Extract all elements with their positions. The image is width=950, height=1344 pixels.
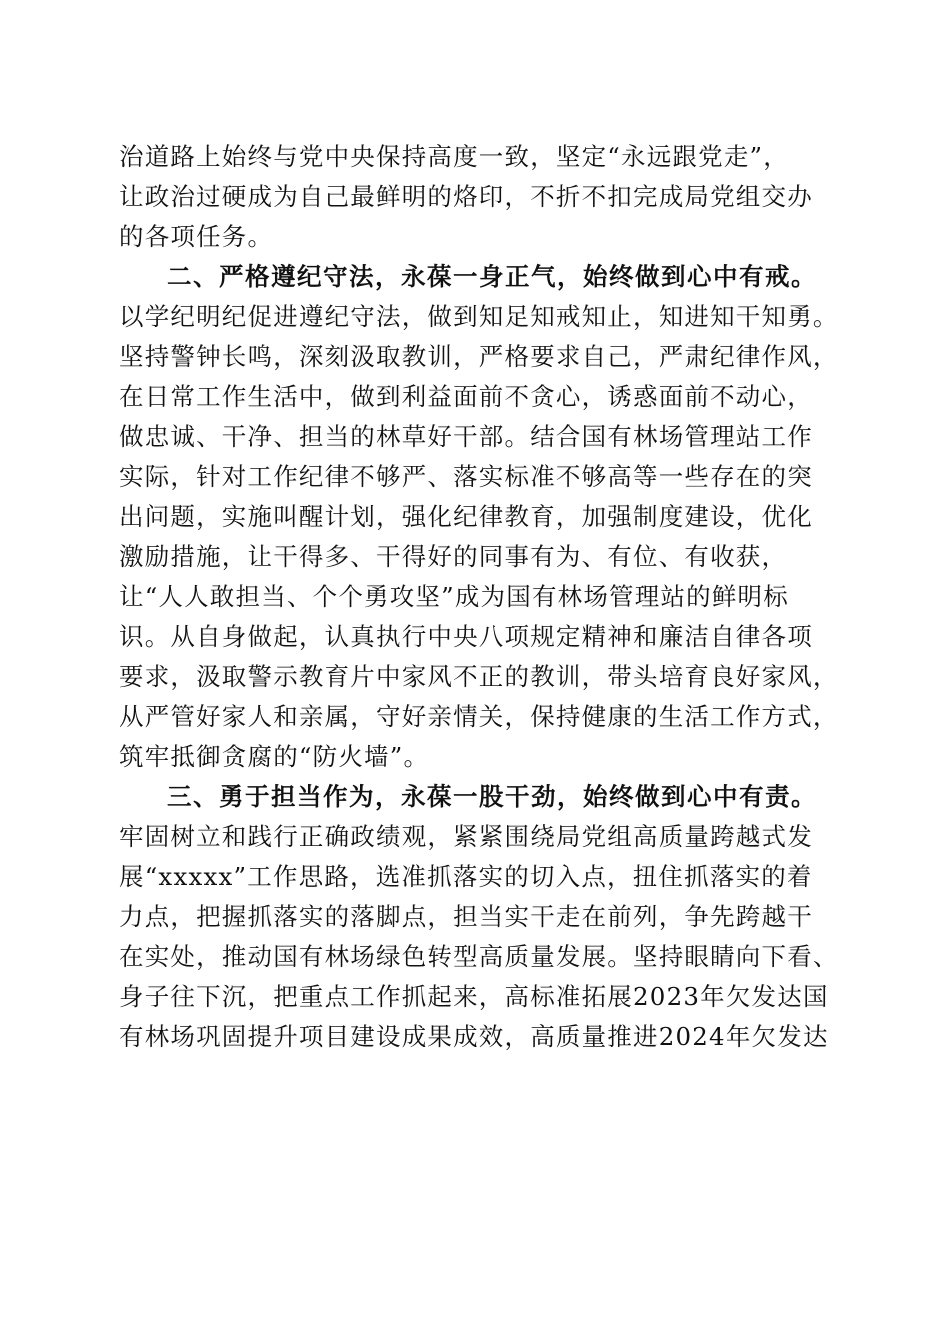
text-line: 从严管好家人和亲属，守好亲情关，保持健康的生活工作方式， (119, 702, 839, 731)
text-line: 坚持警钟长鸣，深刻汲取教训，严格要求自己，严肃纪律作风， (119, 342, 839, 371)
text-line: 让政治过硬成为自己最鲜明的烙印，不折不扣完成局党组交办 (119, 182, 813, 211)
text-line: 让“人人敢担当、个个勇攻坚”成为国有林场管理站的鲜明标 (119, 582, 789, 611)
text-line: 筑牢抵御贪腐的“防火墙”。 (119, 742, 430, 771)
text-line: 识。从自身做起，认真执行中央八项规定精神和廉洁自律各项 (119, 622, 813, 651)
text-line: 治道路上始终与党中央保持高度一致，坚定“永远跟党走”， (119, 142, 789, 171)
text-line: 的各项任务。 (119, 222, 274, 251)
text-line: 出问题，实施叫醒计划，强化纪律教育，加强制度建设，优化 (119, 502, 813, 531)
text-line: 力点，把握抓落实的落脚点，担当实干走在前列，争先跨越干 (119, 902, 813, 931)
text-line: 激励措施，让干得多、干得好的同事有为、有位、有收获， (119, 542, 788, 571)
text-line: 展“xxxxx”工作思路，选准抓落实的切入点，扭住抓落实的着 (119, 862, 813, 891)
text-line: 要求，汲取警示教育片中家风不正的教训，带头培育良好家风， (119, 662, 839, 691)
text-line: 身子往下沉，把重点工作抓起来，高标准拓展2023年欠发达国 (119, 982, 829, 1011)
section-heading-3: 三、勇于担当作为，永葆一股干劲，始终做到心中有责。 (167, 782, 817, 811)
text-line: 实际，针对工作纪律不够严、落实标准不够高等一些存在的突 (119, 462, 813, 491)
text-line: 在实处，推动国有林场绿色转型高质量发展。坚持眼睛向下看、 (119, 942, 839, 971)
text-line: 有林场巩固提升项目建设成果成效，高质量推进2024年欠发达 (119, 1022, 829, 1051)
section-heading-2: 二、严格遵纪守法，永葆一身正气，始终做到心中有戒。 (167, 262, 817, 291)
text-line: 以学纪明纪促进遵纪守法，做到知足知戒知止，知进知干知勇。 (119, 302, 839, 331)
text-line: 在日常工作生活中，做到利益面前不贪心，诱惑面前不动心， (119, 382, 813, 411)
text-line: 牢固树立和践行正确政绩观，紧紧围绕局党组高质量跨越式发 (119, 822, 813, 851)
text-line: 做忠诚、干净、担当的林草好干部。结合国有林场管理站工作 (119, 422, 813, 451)
